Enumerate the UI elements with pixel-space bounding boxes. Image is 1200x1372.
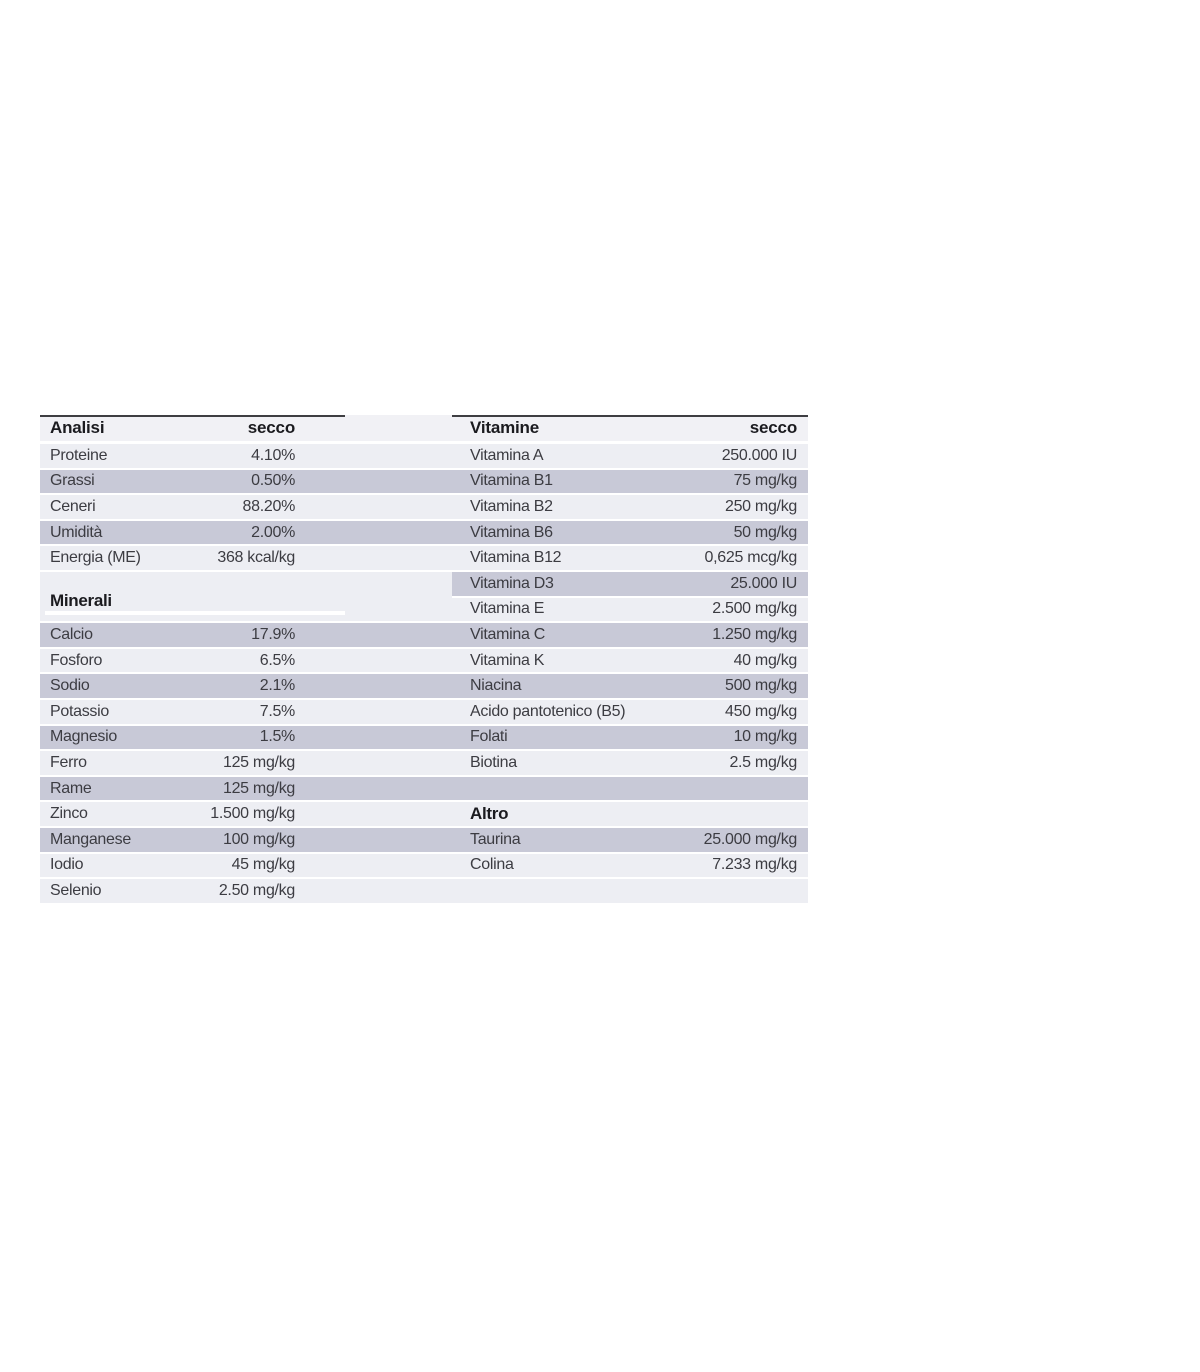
section-title: Minerali: [50, 590, 112, 610]
row-label: Proteine: [50, 446, 108, 464]
row-label: Vitamina E: [470, 600, 545, 618]
table-row: [40, 828, 452, 854]
table-row: [452, 854, 808, 880]
row-label: Biotina: [470, 753, 517, 771]
row-value: 75 mg/kg: [733, 472, 797, 490]
row-value: 7.233 mg/kg: [712, 856, 797, 874]
table-row: [452, 649, 808, 675]
table-row: [40, 854, 452, 880]
table-row: [40, 546, 452, 572]
table-row: [452, 521, 808, 547]
table-row: [452, 444, 808, 470]
row-value: 4.10%: [251, 446, 295, 464]
table-row: [452, 598, 808, 624]
table-row: [452, 828, 808, 854]
table-row: [40, 726, 452, 752]
row-label: Calcio: [50, 625, 93, 643]
analisi-header-row: [40, 415, 452, 444]
table-row: [452, 751, 808, 777]
row-label: Acido pantotenico (B5): [470, 702, 626, 720]
row-label: Zinco: [50, 805, 88, 823]
row-value: 250 mg/kg: [724, 497, 797, 515]
table-row: [452, 572, 808, 598]
row-value: 50 mg/kg: [733, 523, 797, 541]
spacer-row: [452, 879, 808, 905]
row-label: Ferro: [50, 753, 87, 771]
row-label: Potassio: [50, 702, 109, 720]
row-value: 2.5 mg/kg: [729, 753, 797, 771]
row-label: Manganese: [50, 830, 131, 848]
vitamine-table: [452, 415, 808, 905]
row-label: Magnesio: [50, 728, 117, 746]
row-value: 6.5%: [259, 651, 295, 669]
row-label: Vitamina B6: [470, 523, 553, 541]
row-value: 2.50 mg/kg: [218, 881, 295, 899]
table-row: [452, 700, 808, 726]
row-label: Sodio: [50, 677, 90, 695]
row-value: 368 kcal/kg: [217, 549, 295, 567]
table-row: [40, 700, 452, 726]
table-row: [40, 751, 452, 777]
row-label: Iodio: [50, 856, 84, 874]
row-value: 45 mg/kg: [231, 856, 295, 874]
nutrition-tables: [40, 415, 808, 905]
vitamine-header-row: [452, 415, 808, 444]
section-header-row: [452, 802, 808, 828]
row-value: 125 mg/kg: [222, 753, 295, 771]
row-value: 17.9%: [251, 625, 295, 643]
row-value: 7.5%: [259, 702, 295, 720]
row-label: Rame: [50, 779, 92, 797]
row-label: Niacina: [470, 677, 522, 695]
vitamine-unit-header: secco: [749, 418, 797, 437]
row-label: Vitamina B2: [470, 497, 553, 515]
row-value: 88.20%: [242, 497, 295, 515]
table-row: [452, 623, 808, 649]
section-header-row: [40, 572, 452, 623]
row-label: Grassi: [50, 472, 95, 490]
table-row: [40, 879, 452, 905]
row-label: Folati: [470, 728, 508, 746]
table-row: [452, 546, 808, 572]
row-value: 10 mg/kg: [733, 728, 797, 746]
row-label: Selenio: [50, 881, 102, 899]
row-value: 1.500 mg/kg: [210, 805, 295, 823]
vitamine-rows: [452, 444, 808, 905]
row-label: Vitamina K: [470, 651, 545, 669]
row-label: Vitamina D3: [470, 574, 554, 592]
table-row: [40, 674, 452, 700]
row-value: 0.50%: [251, 472, 295, 490]
row-label: Vitamina B12: [470, 549, 562, 567]
row-value: 40 mg/kg: [733, 651, 797, 669]
table-row: [452, 674, 808, 700]
row-label: Umidità: [50, 523, 103, 541]
row-value: 0,625 mcg/kg: [704, 549, 797, 567]
table-row: [40, 470, 452, 496]
row-label: Energia (ME): [50, 549, 141, 567]
table-row: [40, 521, 452, 547]
section-underline: [45, 611, 345, 615]
row-value: 500 mg/kg: [724, 677, 797, 695]
analisi-unit-header: secco: [247, 418, 295, 437]
table-row: [452, 726, 808, 752]
row-value: 2.500 mg/kg: [712, 600, 797, 618]
row-label: Taurina: [470, 830, 521, 848]
table-row: [40, 649, 452, 675]
table-row: [40, 495, 452, 521]
row-value: 250.000 IU: [721, 446, 797, 464]
analisi-table: [40, 415, 452, 905]
table-row: [40, 444, 452, 470]
section-title: Altro: [470, 804, 509, 824]
row-value: 125 mg/kg: [222, 779, 295, 797]
row-value: 2.1%: [259, 677, 295, 695]
table-row: [40, 623, 452, 649]
table-row: [452, 495, 808, 521]
row-value: 1.5%: [259, 728, 295, 746]
table-row: [40, 777, 452, 803]
vitamine-title: Vitamine: [470, 418, 539, 437]
row-label: Vitamina B1: [470, 472, 553, 490]
row-value: 25.000 mg/kg: [703, 830, 797, 848]
analisi-title: Analisi: [50, 418, 105, 437]
row-label: Vitamina A: [470, 446, 544, 464]
row-value: 100 mg/kg: [222, 830, 295, 848]
spacer-row: [452, 777, 808, 803]
table-row: [40, 802, 452, 828]
row-value: 2.00%: [251, 523, 295, 541]
row-value: 450 mg/kg: [724, 702, 797, 720]
analisi-rows: [40, 444, 452, 905]
row-label: Ceneri: [50, 497, 96, 515]
row-value: 1.250 mg/kg: [712, 625, 797, 643]
row-label: Vitamina C: [470, 625, 545, 643]
row-value: 25.000 IU: [730, 574, 797, 592]
row-label: Fosforo: [50, 651, 103, 669]
row-label: Colina: [470, 856, 514, 874]
table-row: [452, 470, 808, 496]
